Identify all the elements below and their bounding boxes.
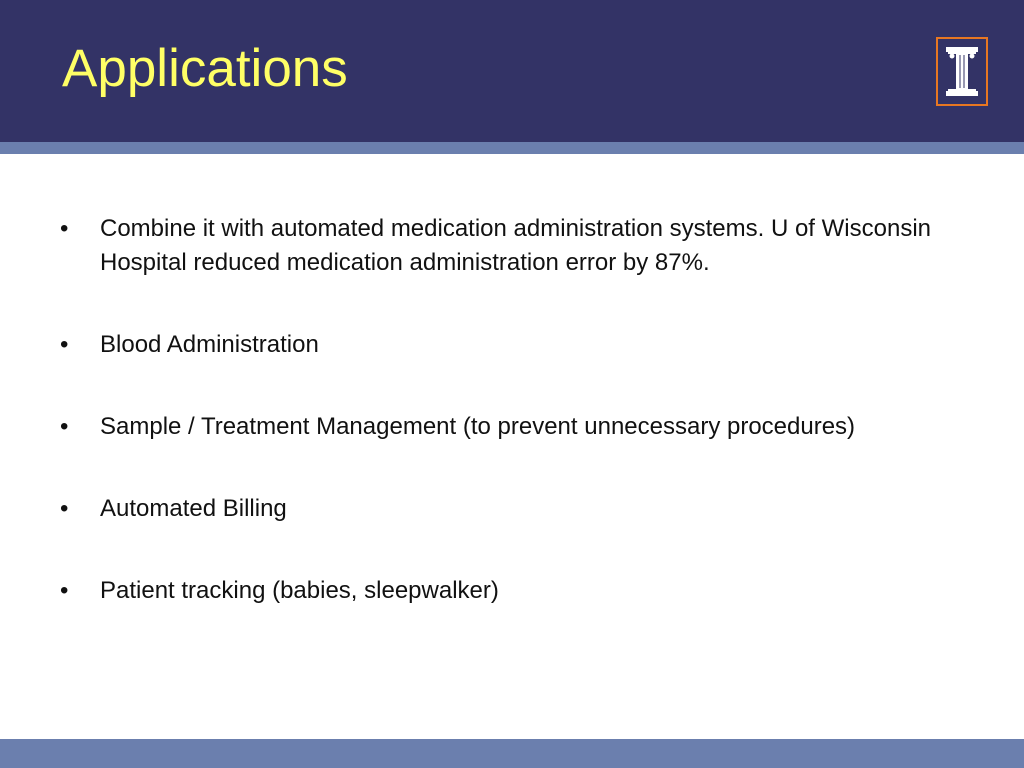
bullet-text: Sample / Treatment Management (to prevent unnecessary procedures) bbox=[100, 413, 856, 440]
bullet-marker: • bbox=[60, 413, 69, 440]
bullet-item bbox=[56, 410, 976, 444]
university-i-logo-icon bbox=[936, 37, 988, 106]
bullet-text: Combine it with automated medication administration systems. U of Wisconsin Hospital reduced medication administration error by 87%. bbox=[100, 215, 931, 276]
university-i-logo-svg bbox=[936, 37, 988, 106]
bullet-item bbox=[56, 328, 976, 362]
bullet-marker: • bbox=[60, 215, 69, 242]
bullet-item bbox=[56, 574, 976, 608]
bullet-marker: • bbox=[60, 495, 69, 522]
bullet-list bbox=[56, 212, 976, 656]
footer-accent-band bbox=[0, 739, 1024, 768]
header-accent-band bbox=[0, 142, 1024, 154]
bullet-text: Automated Billing bbox=[100, 495, 287, 522]
bullet-marker: • bbox=[60, 331, 69, 358]
title-bar bbox=[0, 0, 1024, 142]
slide-title: Applications bbox=[62, 39, 348, 98]
bullet-text: Patient tracking (babies, sleepwalker) bbox=[100, 577, 499, 604]
bullet-item bbox=[56, 212, 976, 280]
bullet-marker: • bbox=[60, 577, 69, 604]
bullet-item bbox=[56, 492, 976, 526]
bullet-text: Blood Administration bbox=[100, 331, 319, 358]
